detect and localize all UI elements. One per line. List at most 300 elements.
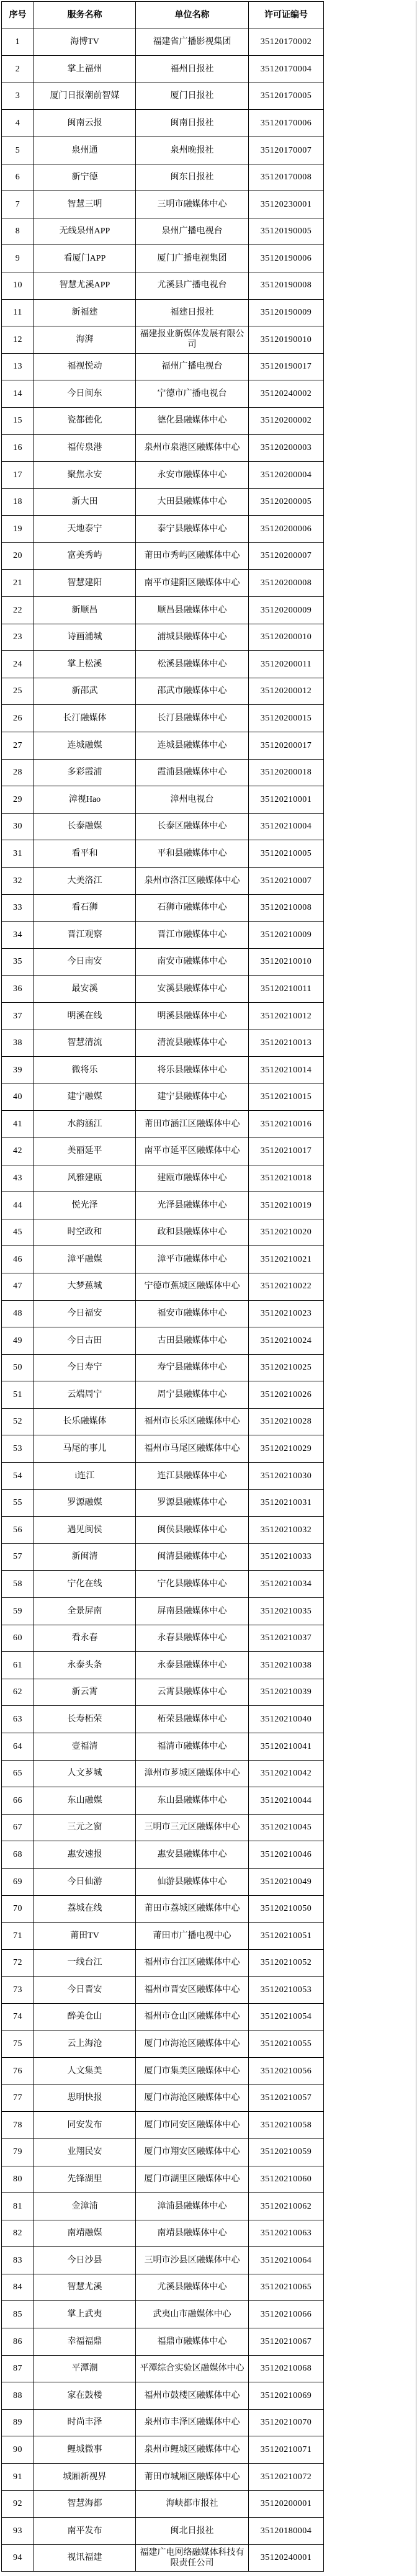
cell-service-name: 晋江观察 [34, 922, 136, 949]
cell-index: 11 [2, 299, 34, 326]
cell-index: 22 [2, 597, 34, 624]
cell-service-name: 泉州通 [34, 137, 136, 164]
cell-license-number: 35120210004 [249, 813, 324, 840]
table-row [2, 1814, 324, 1841]
cell-service-name: 风雅建瓯 [34, 1165, 136, 1192]
cell-license-number: 35120210001 [249, 786, 324, 814]
table-row [2, 1868, 324, 1895]
cell-index: 92 [2, 2490, 34, 2518]
cell-service-name: 思明快报 [34, 2085, 136, 2112]
cell-license-number: 35120210029 [249, 1435, 324, 1463]
table-row [2, 813, 324, 840]
cell-license-number: 35120210020 [249, 1219, 324, 1246]
cell-license-number: 35120200001 [249, 2490, 324, 2518]
cell-license-number: 35120210042 [249, 1760, 324, 1787]
cell-license-number: 35120210014 [249, 1057, 324, 1084]
cell-index: 86 [2, 2328, 34, 2356]
table-row [2, 2220, 324, 2247]
cell-service-name: 智慧尤溪APP [34, 272, 136, 299]
header-service-name: 服务名称 [34, 2, 136, 29]
cell-license-number: 35120230001 [249, 191, 324, 218]
cell-license-number: 35120210065 [249, 2274, 324, 2301]
cell-unit-name: 罗源县融媒体中心 [136, 1489, 249, 1517]
cell-license-number: 35120190005 [249, 218, 324, 245]
table-row [2, 353, 324, 380]
table-row [2, 380, 324, 408]
cell-index: 52 [2, 1408, 34, 1435]
header-unit-name: 单位名称 [136, 2, 249, 29]
cell-service-name: 福视悦动 [34, 353, 136, 380]
cell-unit-name: 三明市沙县区融媒体中心 [136, 2247, 249, 2274]
table-row [2, 2112, 324, 2139]
cell-license-number: 35120210015 [249, 1084, 324, 1111]
table-row [2, 137, 324, 164]
cell-license-number: 35120210024 [249, 1327, 324, 1355]
table-row [2, 1841, 324, 1869]
cell-unit-name: 福安市融媒体中心 [136, 1300, 249, 1327]
cell-unit-name: 柘荣县融媒体中心 [136, 1706, 249, 1733]
cell-unit-name: 厦门市集美区融媒体中心 [136, 2058, 249, 2085]
table-row [2, 840, 324, 868]
cell-index: 85 [2, 2301, 34, 2328]
cell-license-number: 35120190008 [249, 272, 324, 299]
cell-index: 60 [2, 1625, 34, 1652]
cell-service-name: 一线台江 [34, 1949, 136, 1977]
license-table-body [2, 29, 324, 2572]
cell-license-number: 35120210041 [249, 1733, 324, 1761]
cell-unit-name: 光泽县融媒体中心 [136, 1192, 249, 1219]
cell-unit-name: 漳州市芗城区融媒体中心 [136, 1760, 249, 1787]
cell-license-number: 35120210016 [249, 1111, 324, 1138]
cell-license-number: 35120200012 [249, 678, 324, 705]
cell-unit-name: 霞浦县融媒体中心 [136, 759, 249, 786]
cell-license-number: 35120210018 [249, 1165, 324, 1192]
table-row [2, 2436, 324, 2464]
cell-unit-name: 福州市长乐区融媒体中心 [136, 1408, 249, 1435]
table-row [2, 2490, 324, 2518]
cell-unit-name: 莆田市城厢区融媒体中心 [136, 2464, 249, 2491]
cell-license-number: 35120210022 [249, 1273, 324, 1300]
table-row [2, 651, 324, 678]
cell-index: 88 [2, 2382, 34, 2410]
cell-unit-name: 莆田市荔城区融媒体中心 [136, 1895, 249, 1923]
cell-index: 67 [2, 1814, 34, 1841]
cell-unit-name: 清流县融媒体中心 [136, 1030, 249, 1057]
cell-unit-name: 闽东日报社 [136, 164, 249, 191]
cell-service-name: 长泰融媒 [34, 813, 136, 840]
cell-license-number: 35120210040 [249, 1706, 324, 1733]
cell-license-number: 35120200003 [249, 434, 324, 462]
cell-unit-name: 建瓯市融媒体中心 [136, 1165, 249, 1192]
cell-unit-name: 厦门市翔安区融媒体中心 [136, 2138, 249, 2166]
cell-index: 34 [2, 922, 34, 949]
cell-license-number: 35120210059 [249, 2138, 324, 2166]
cell-unit-name: 德化县融媒体中心 [136, 407, 249, 434]
table-row [2, 1625, 324, 1652]
cell-license-number: 35120200017 [249, 732, 324, 760]
cell-unit-name: 平和县融媒体中心 [136, 840, 249, 868]
cell-license-number: 35120210038 [249, 1652, 324, 1679]
cell-index: 57 [2, 1543, 34, 1571]
cell-index: 19 [2, 516, 34, 543]
table-row [2, 922, 324, 949]
cell-index: 5 [2, 137, 34, 164]
table-row [2, 245, 324, 272]
cell-unit-name: 漳平市融媒体中心 [136, 1246, 249, 1273]
cell-unit-name: 永春县融媒体中心 [136, 1625, 249, 1652]
cell-index: 23 [2, 624, 34, 651]
cell-unit-name: 三明市三元区融媒体中心 [136, 1814, 249, 1841]
cell-service-name: 掌上福州 [34, 56, 136, 83]
cell-unit-name: 尤溪县广播电视台 [136, 272, 249, 299]
table-row [2, 56, 324, 83]
table-row [2, 1760, 324, 1787]
header-row [2, 2, 324, 29]
cell-license-number: 35120210072 [249, 2464, 324, 2491]
cell-index: 29 [2, 786, 34, 814]
cell-unit-name: 晋江市融媒体中心 [136, 922, 249, 949]
cell-license-number: 35120210021 [249, 1246, 324, 1273]
cell-unit-name: 连城县融媒体中心 [136, 732, 249, 760]
cell-index: 38 [2, 1030, 34, 1057]
cell-license-number: 35120210030 [249, 1463, 324, 1490]
cell-unit-name: 福建报业新媒体发展有限公司 [136, 326, 249, 354]
cell-index: 71 [2, 1923, 34, 1950]
cell-index: 80 [2, 2166, 34, 2193]
table-row [2, 434, 324, 462]
cell-license-number: 35120210053 [249, 1977, 324, 2004]
cell-service-name: 今日沙县 [34, 2247, 136, 2274]
cell-license-number: 35120210044 [249, 1787, 324, 1815]
cell-service-name: 醉美仓山 [34, 2003, 136, 2031]
cell-service-name: 人文集美 [34, 2058, 136, 2085]
table-row [2, 678, 324, 705]
cell-service-name: 连城融媒 [34, 732, 136, 760]
cell-service-name: 闽南云报 [34, 110, 136, 137]
table-row [2, 976, 324, 1003]
table-row [2, 894, 324, 922]
table-row [2, 542, 324, 570]
cell-service-name: 荔城在线 [34, 1895, 136, 1923]
table-row [2, 1977, 324, 2004]
license-table [1, 1, 324, 2572]
table-row [2, 868, 324, 895]
cell-service-name: 南平发布 [34, 2518, 136, 2545]
table-row [2, 2138, 324, 2166]
cell-service-name: 罗源融媒 [34, 1489, 136, 1517]
cell-service-name: 海博TV [34, 29, 136, 56]
table-row [2, 1733, 324, 1761]
cell-license-number: 35120170008 [249, 164, 324, 191]
cell-license-number: 35120210071 [249, 2436, 324, 2464]
table-row [2, 2328, 324, 2356]
table-row [2, 1489, 324, 1517]
table-row [2, 407, 324, 434]
cell-unit-name: 厦门市海沧区融媒体中心 [136, 2085, 249, 2112]
cell-unit-name: 寿宁县融媒体中心 [136, 1354, 249, 1381]
cell-license-number: 35120210045 [249, 1814, 324, 1841]
cell-unit-name: 邵武市融媒体中心 [136, 678, 249, 705]
cell-service-name: 微将乐 [34, 1057, 136, 1084]
header-license-number: 许可证编号 [249, 2, 324, 29]
cell-license-number: 35120200005 [249, 488, 324, 516]
cell-unit-name: 尤溪县融媒体中心 [136, 2274, 249, 2301]
cell-license-number: 35120210051 [249, 1923, 324, 1950]
cell-unit-name: 厦门市湖里区融媒体中心 [136, 2166, 249, 2193]
table-row [2, 1300, 324, 1327]
table-row [2, 1571, 324, 1598]
table-row [2, 2464, 324, 2491]
cell-service-name: 厦门日报潮前智媒 [34, 83, 136, 110]
table-row [2, 83, 324, 110]
cell-service-name: 大梦蕉城 [34, 1273, 136, 1300]
table-row [2, 1408, 324, 1435]
cell-service-name: 富美秀屿 [34, 542, 136, 570]
table-row [2, 2544, 324, 2572]
table-row [2, 218, 324, 245]
cell-index: 61 [2, 1652, 34, 1679]
table-row [2, 1517, 324, 1544]
cell-license-number: 35120210028 [249, 1408, 324, 1435]
table-row [2, 1111, 324, 1138]
cell-service-name: 新云霄 [34, 1679, 136, 1706]
cell-index: 39 [2, 1057, 34, 1084]
cell-license-number: 35120210007 [249, 868, 324, 895]
cell-index: 31 [2, 840, 34, 868]
cell-index: 27 [2, 732, 34, 760]
table-row [2, 2193, 324, 2220]
cell-service-name: 时尚丰泽 [34, 2409, 136, 2436]
cell-index: 35 [2, 948, 34, 976]
cell-index: 13 [2, 353, 34, 380]
cell-service-name: 看厦门APP [34, 245, 136, 272]
cell-license-number: 35120170002 [249, 29, 324, 56]
cell-service-name: 新顺昌 [34, 597, 136, 624]
cell-license-number: 35120210063 [249, 2220, 324, 2247]
cell-service-name: 新福建 [34, 299, 136, 326]
cell-index: 93 [2, 2518, 34, 2545]
cell-index: 77 [2, 2085, 34, 2112]
cell-license-number: 35120200018 [249, 759, 324, 786]
cell-service-name: 今日福安 [34, 1300, 136, 1327]
cell-license-number: 35120210033 [249, 1543, 324, 1571]
cell-unit-name: 福州市鼓楼区融媒体中心 [136, 2382, 249, 2410]
cell-index: 49 [2, 1327, 34, 1355]
cell-index: 1 [2, 29, 34, 56]
cell-index: 33 [2, 894, 34, 922]
table-row [2, 1679, 324, 1706]
table-row [2, 2301, 324, 2328]
table-row [2, 1057, 324, 1084]
cell-index: 83 [2, 2247, 34, 2274]
cell-service-name: 建宁融媒 [34, 1084, 136, 1111]
cell-unit-name: 闽南日报社 [136, 110, 249, 137]
cell-service-name: 金漳浦 [34, 2193, 136, 2220]
cell-license-number: 35120190010 [249, 326, 324, 354]
cell-service-name: 今日闽东 [34, 380, 136, 408]
cell-license-number: 35120200006 [249, 516, 324, 543]
cell-service-name: 悦光泽 [34, 1192, 136, 1219]
cell-service-name: 新宁德 [34, 164, 136, 191]
cell-index: 51 [2, 1381, 34, 1409]
cell-service-name: 今日古田 [34, 1327, 136, 1355]
table-row [2, 164, 324, 191]
cell-index: 43 [2, 1165, 34, 1192]
cell-index: 63 [2, 1706, 34, 1733]
cell-license-number: 35120210037 [249, 1625, 324, 1652]
cell-service-name: 诗画浦城 [34, 624, 136, 651]
cell-unit-name: 宁化县融媒体中心 [136, 1571, 249, 1598]
table-row [2, 705, 324, 732]
cell-service-name: 遇见闽侯 [34, 1517, 136, 1544]
cell-index: 24 [2, 651, 34, 678]
cell-index: 66 [2, 1787, 34, 1815]
cell-index: 48 [2, 1300, 34, 1327]
cell-license-number: 35120180004 [249, 2518, 324, 2545]
cell-unit-name: 莆田市秀屿区融媒体中心 [136, 542, 249, 570]
cell-index: 69 [2, 1868, 34, 1895]
cell-unit-name: 建宁县融媒体中心 [136, 1084, 249, 1111]
cell-license-number: 35120170004 [249, 56, 324, 83]
table-row [2, 1084, 324, 1111]
cell-index: 72 [2, 1949, 34, 1977]
cell-license-number: 35120210070 [249, 2409, 324, 2436]
cell-license-number: 35120210035 [249, 1598, 324, 1625]
table-row [2, 1138, 324, 1165]
cell-service-name: 新邵武 [34, 678, 136, 705]
table-row [2, 488, 324, 516]
cell-service-name: 平潭潮 [34, 2355, 136, 2382]
cell-index: 40 [2, 1084, 34, 1111]
cell-unit-name: 古田县融媒体中心 [136, 1327, 249, 1355]
cell-service-name: 新闽清 [34, 1543, 136, 1571]
cell-index: 41 [2, 1111, 34, 1138]
cell-index: 64 [2, 1733, 34, 1761]
cell-unit-name: 石狮市融媒体中心 [136, 894, 249, 922]
cell-unit-name: 泉州广播电视台 [136, 218, 249, 245]
table-row [2, 272, 324, 299]
cell-unit-name: 泉州市鲤城区融媒体中心 [136, 2436, 249, 2464]
cell-service-name: 幸福福鼎 [34, 2328, 136, 2356]
cell-license-number: 35120200004 [249, 462, 324, 489]
cell-unit-name: 政和县融媒体中心 [136, 1219, 249, 1246]
cell-service-name: 福传泉港 [34, 434, 136, 462]
cell-license-number: 35120200008 [249, 570, 324, 597]
cell-index: 70 [2, 1895, 34, 1923]
cell-service-name: 东山融媒 [34, 1787, 136, 1815]
cell-unit-name: 厦门市海沧区融媒体中心 [136, 2031, 249, 2058]
cell-service-name: 家在鼓楼 [34, 2382, 136, 2410]
cell-service-name: 南靖融媒 [34, 2220, 136, 2247]
cell-service-name: 今日寿宁 [34, 1354, 136, 1381]
cell-license-number: 35120210010 [249, 948, 324, 976]
cell-service-name: 新大田 [34, 488, 136, 516]
cell-license-number: 35120210023 [249, 1300, 324, 1327]
cell-license-number: 35120210009 [249, 922, 324, 949]
cell-unit-name: 南平市延平区融媒体中心 [136, 1138, 249, 1165]
table-row [2, 1381, 324, 1409]
license-table-header [2, 2, 324, 29]
table-row [2, 1435, 324, 1463]
table-row [2, 2274, 324, 2301]
cell-unit-name: 松溪县融媒体中心 [136, 651, 249, 678]
cell-service-name: 今日南安 [34, 948, 136, 976]
cell-index: 59 [2, 1598, 34, 1625]
cell-unit-name: 福州广播电视台 [136, 353, 249, 380]
cell-license-number: 35120210056 [249, 2058, 324, 2085]
table-row [2, 1652, 324, 1679]
cell-index: 84 [2, 2274, 34, 2301]
cell-unit-name: 长泰区融媒体中心 [136, 813, 249, 840]
cell-service-name: 莆田TV [34, 1923, 136, 1950]
cell-license-number: 35120210069 [249, 2382, 324, 2410]
cell-license-number: 35120170007 [249, 137, 324, 164]
cell-license-number: 35120210005 [249, 840, 324, 868]
table-row [2, 948, 324, 976]
table-row [2, 2003, 324, 2031]
table-row [2, 1273, 324, 1300]
cell-index: 16 [2, 434, 34, 462]
table-row [2, 2355, 324, 2382]
cell-service-name: 业翔民安 [34, 2138, 136, 2166]
table-row [2, 29, 324, 56]
cell-index: 7 [2, 191, 34, 218]
cell-unit-name: 福州日报社 [136, 56, 249, 83]
cell-index: 79 [2, 2138, 34, 2166]
cell-unit-name: 惠安县融媒体中心 [136, 1841, 249, 1869]
cell-index: 46 [2, 1246, 34, 1273]
table-row [2, 2031, 324, 2058]
cell-license-number: 35120210019 [249, 1192, 324, 1219]
cell-unit-name: 泉州市泉港区融媒体中心 [136, 434, 249, 462]
cell-unit-name: 顺昌县融媒体中心 [136, 597, 249, 624]
cell-index: 3 [2, 83, 34, 110]
cell-license-number: 35120210060 [249, 2166, 324, 2193]
cell-unit-name: 漳浦县融媒体中心 [136, 2193, 249, 2220]
cell-unit-name: 南靖县融媒体中心 [136, 2220, 249, 2247]
cell-index: 26 [2, 705, 34, 732]
table-row [2, 2382, 324, 2410]
cell-index: 45 [2, 1219, 34, 1246]
cell-index: 56 [2, 1517, 34, 1544]
cell-index: 36 [2, 976, 34, 1003]
cell-service-name: 智慧清流 [34, 1030, 136, 1057]
cell-unit-name: 仙游县融媒体中心 [136, 1868, 249, 1895]
cell-unit-name: 泉州市洛江区融媒体中心 [136, 868, 249, 895]
cell-index: 54 [2, 1463, 34, 1490]
cell-service-name: 壹福清 [34, 1733, 136, 1761]
table-row [2, 1030, 324, 1057]
cell-index: 30 [2, 813, 34, 840]
table-row [2, 110, 324, 137]
cell-license-number: 35120210067 [249, 2328, 324, 2356]
cell-service-name: 人文芗城 [34, 1760, 136, 1787]
cell-unit-name: 连江县融媒体中心 [136, 1463, 249, 1490]
table-row [2, 1327, 324, 1355]
cell-unit-name: 闽清县融媒体中心 [136, 1543, 249, 1571]
cell-service-name: 海湃 [34, 326, 136, 354]
cell-index: 17 [2, 462, 34, 489]
cell-service-name: 漳视Hao [34, 786, 136, 814]
cell-service-name: 云端周宁 [34, 1381, 136, 1409]
table-row [2, 1895, 324, 1923]
cell-index: 44 [2, 1192, 34, 1219]
cell-index: 6 [2, 164, 34, 191]
table-row [2, 1787, 324, 1815]
cell-license-number: 35120210068 [249, 2355, 324, 2382]
table-row [2, 2085, 324, 2112]
table-row [2, 786, 324, 814]
